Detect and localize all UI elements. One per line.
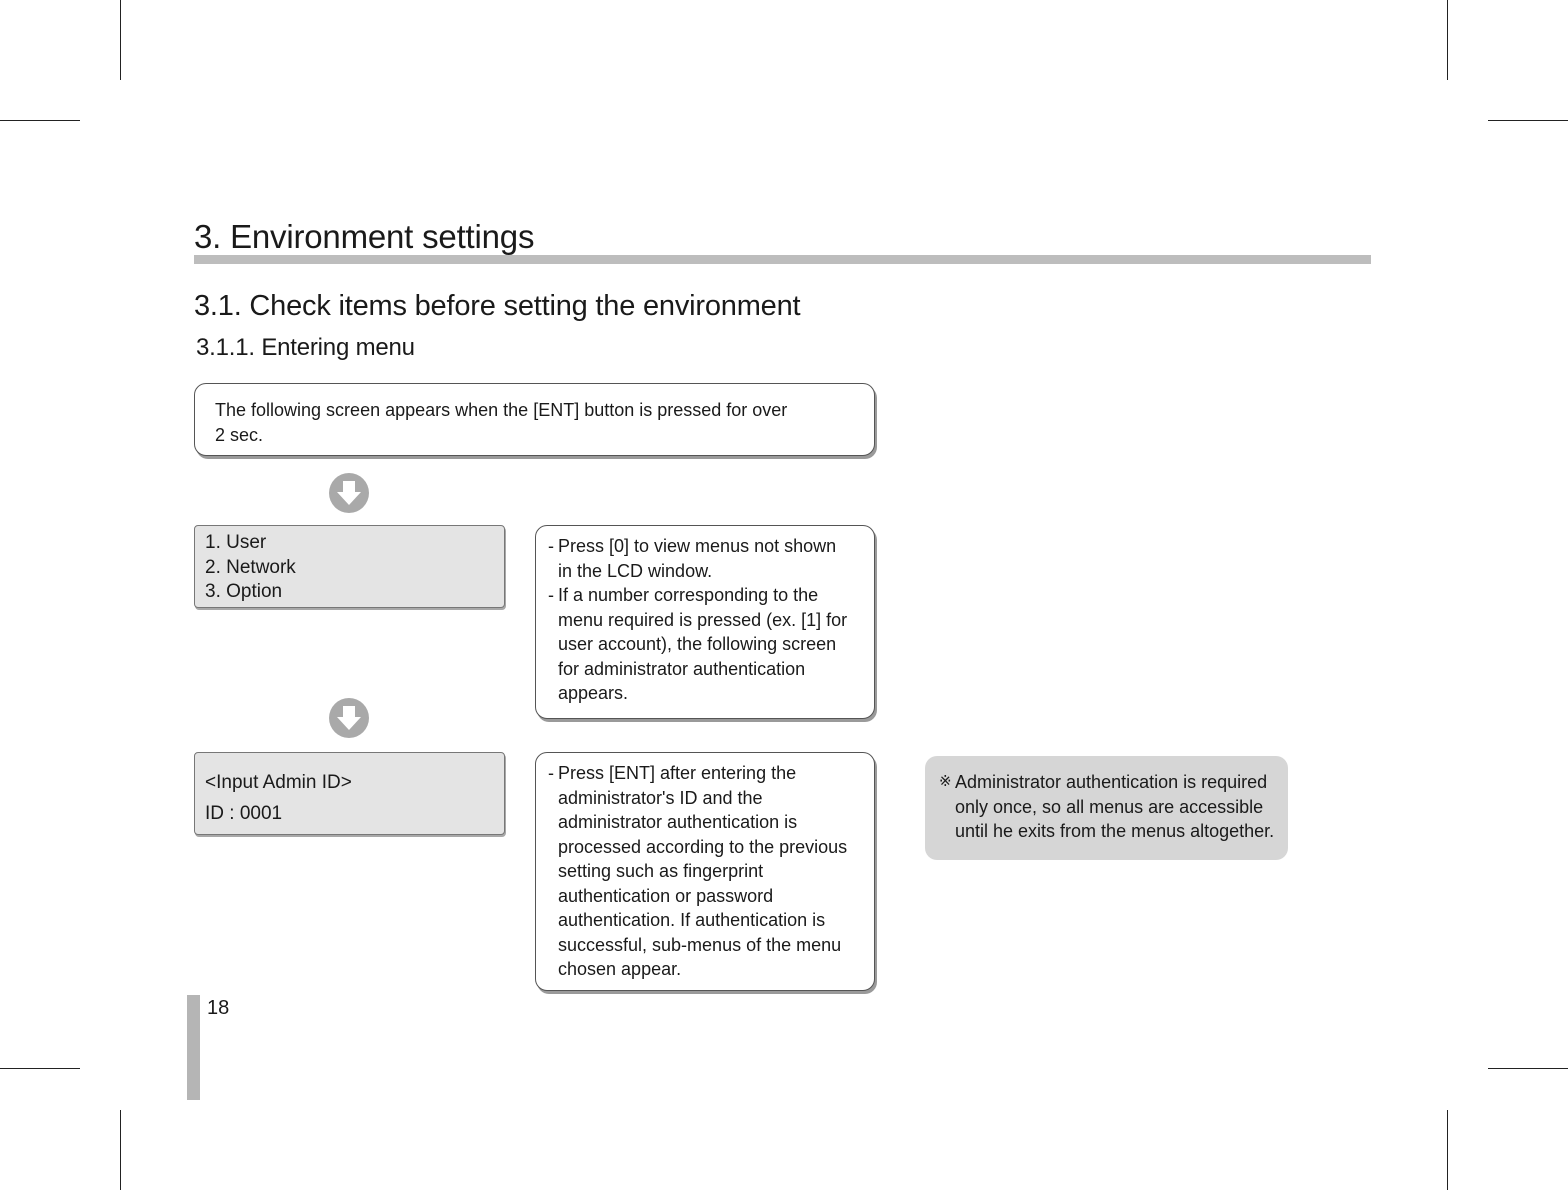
note-line: processed according to the previous [558, 836, 848, 857]
crop-mark [0, 120, 80, 121]
note-line: user account), the following screen [558, 634, 837, 654]
note-line: chosen appear. [558, 959, 682, 979]
crop-mark [1447, 1110, 1448, 1190]
crop-mark [1488, 120, 1568, 121]
aside-line: only once, so all menus are accessible [955, 796, 1264, 817]
crop-mark [1488, 1068, 1568, 1069]
note-line: authentication. If authentication is [558, 910, 826, 930]
section-title: 3.1. Check items before setting the environment [194, 290, 801, 322]
reference-mark: ※ [939, 773, 952, 790]
note-line: authentication or password [558, 885, 774, 906]
admin-id-value: ID : 0001 [205, 803, 283, 824]
aside-note-box [925, 756, 1288, 860]
note-line: administrator's ID and the [558, 787, 763, 808]
page-number-bar [187, 995, 200, 1100]
subsection-title: 3.1.1. Entering menu [196, 334, 415, 361]
note-line: successful, sub-menus of the menu [558, 934, 842, 955]
intro-box [194, 383, 875, 456]
page-number: 18 [207, 997, 230, 1019]
chapter-rule [194, 255, 1371, 264]
admin-note-box [535, 752, 875, 991]
chapter-title: 3. Environment settings [194, 218, 535, 255]
note-line: administrator authentication is [558, 812, 798, 832]
note-line: menu required is pressed (ex. [1] for [558, 609, 848, 630]
menu-item-option: 3. Option [205, 581, 283, 602]
crop-mark [120, 0, 121, 80]
note-line: setting such as fingerprint [558, 861, 764, 881]
note-bullet: - If a number corresponding to the menu required is pressed (ex. [1] for user account), the following screen for administrator authentication appears. [548, 583, 866, 706]
note-line: Press [ENT] after entering the [558, 763, 797, 783]
down-arrow-icon [328, 472, 370, 514]
crop-mark [1447, 0, 1448, 80]
lcd-menu-screen [194, 525, 505, 608]
menu-note-box [535, 525, 875, 719]
note-line: Press [0] to view menus not shown [558, 536, 837, 556]
intro-line: 2 sec. [215, 425, 264, 445]
down-arrow-icon [328, 697, 370, 739]
crop-mark [120, 1110, 121, 1190]
crop-mark [0, 1068, 80, 1069]
admin-prompt: <Input Admin ID> [205, 772, 352, 793]
note-line: appears. [558, 683, 629, 703]
note-line: If a number corresponding to the [558, 585, 819, 605]
note-bullet: - Press [ENT] after entering the administrator's ID and the administrator authentication is processed according to the previous setting such as fingerprint authentication or password authentication. If authentication is successful, sub-menus of the menu chosen appear. [548, 761, 866, 982]
note-line: in the LCD window. [558, 560, 713, 581]
lcd-admin-screen [194, 752, 505, 835]
note-line: for administrator authentication [558, 658, 806, 679]
aside-line: Administrator authentication is required [955, 772, 1268, 792]
menu-item-user: 1. User [205, 532, 267, 553]
aside-line: until he exits from the menus altogether. [955, 821, 1275, 841]
intro-line: The following screen appears when the [ENT] button is pressed for over [215, 400, 788, 420]
menu-item-network: 2. Network [205, 556, 296, 578]
note-bullet: - Press [0] to view menus not shown in the LCD window. [548, 534, 866, 583]
